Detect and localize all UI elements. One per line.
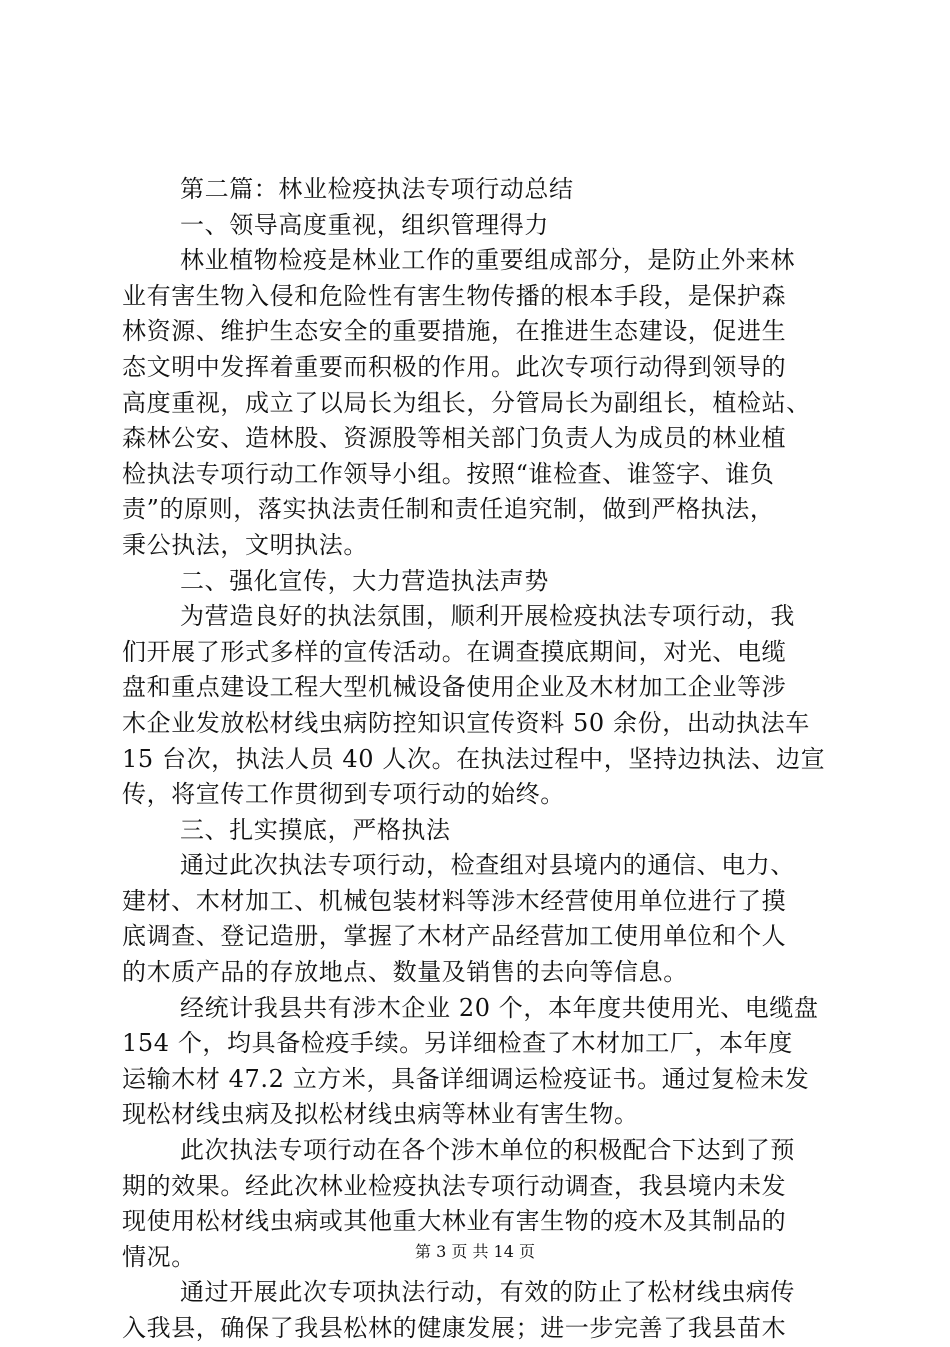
- text-line: 通过开展此次专项执法行动，有效的防止了松材线虫病传: [180, 1278, 795, 1307]
- text-line: 现使用松材线虫病或其他重大林业有害生物的疫木及其制品的: [122, 1207, 787, 1236]
- text-line: 为营造良好的执法氛围，顺利开展检疫执法专项行动，我: [180, 602, 795, 631]
- text-line: 154 个，均具备检疫手续。另详细检查了木材加工厂，本年度: [122, 1029, 793, 1058]
- text-line: 底调查、登记造册，掌握了木材产品经营加工使用单位和个人: [122, 922, 787, 951]
- text-line: 建材、木材加工、机械包装材料等涉木经营使用单位进行了摸: [122, 886, 787, 915]
- page-footer: 第 3 页 共 14 页: [415, 1242, 535, 1261]
- text-line: 业有害生物入侵和危险性有害生物传播的根本手段，是保护森: [122, 281, 787, 310]
- text-line: 检执法专项行动工作领导小组。按照“谁检查、谁签字、谁负: [122, 459, 775, 488]
- text-line: 责”的原则，落实执法责任制和责任追究制，做到严格执法，: [122, 495, 775, 524]
- text-line: 森林公安、造林股、资源股等相关部门负责人为成员的林业植: [122, 424, 787, 453]
- text-line: 三、扎实摸底，严格执法: [180, 815, 451, 844]
- text-line: 二、强化宣传，大力营造执法声势: [180, 566, 549, 595]
- text-line: 15 台次，执法人员 40 人次。在执法过程中，坚持边执法、边宣: [122, 744, 826, 773]
- text-line: 运输木材 47.2 立方米，具备详细调运检疫证书。通过复检未发: [122, 1064, 810, 1093]
- text-line: 高度重视，成立了以局长为组长，分管局长为副组长，植检站、: [122, 388, 811, 417]
- text-line: 林业植物检疫是林业工作的重要组成部分，是防止外来林: [180, 246, 795, 275]
- text-line: 一、领导高度重视，组织管理得力: [180, 210, 549, 239]
- text-line: 传，将宣传工作贯彻到专项行动的始终。: [122, 780, 565, 809]
- text-line: 盘和重点建设工程大型机械设备使用企业及木材加工企业等涉: [122, 673, 787, 702]
- text-line: 木企业发放松材线虫病防控知识宣传资料 50 余份，出动执法车: [122, 708, 810, 737]
- text-line: 态文明中发挥着重要而积极的作用。此次专项行动得到领导的: [122, 352, 787, 381]
- document-body: [122, 172, 842, 1347]
- text-line: 的木质产品的存放地点、数量及销售的去向等信息。: [122, 958, 688, 987]
- text-line: 期的效果。经此次林业检疫执法专项行动调查，我县境内未发: [122, 1171, 787, 1200]
- text-line: 第二篇：林业检疫执法专项行动总结: [180, 175, 574, 203]
- text-line: 情况。: [122, 1242, 196, 1271]
- text-line: 秉公执法，文明执法。: [122, 530, 368, 559]
- text-line: 通过此次执法专项行动，检查组对县境内的通信、电力、: [180, 851, 795, 880]
- text-line: 此次执法专项行动在各个涉木单位的积极配合下达到了预: [180, 1136, 795, 1165]
- text-line: 们开展了形式多样的宣传活动。在调查摸底期间，对光、电缆: [122, 637, 787, 666]
- text-line: 入我县，确保了我县松林的健康发展；进一步完善了我县苗木: [122, 1314, 787, 1342]
- text-line: 经统计我县共有涉木企业 20 个，本年度共使用光、电缆盘: [180, 993, 819, 1022]
- text-line: 林资源、维护生态安全的重要措施，在推进生态建设，促进生: [122, 317, 787, 346]
- text-line: 现松材线虫病及拟松材线虫病等林业有害生物。: [122, 1100, 639, 1129]
